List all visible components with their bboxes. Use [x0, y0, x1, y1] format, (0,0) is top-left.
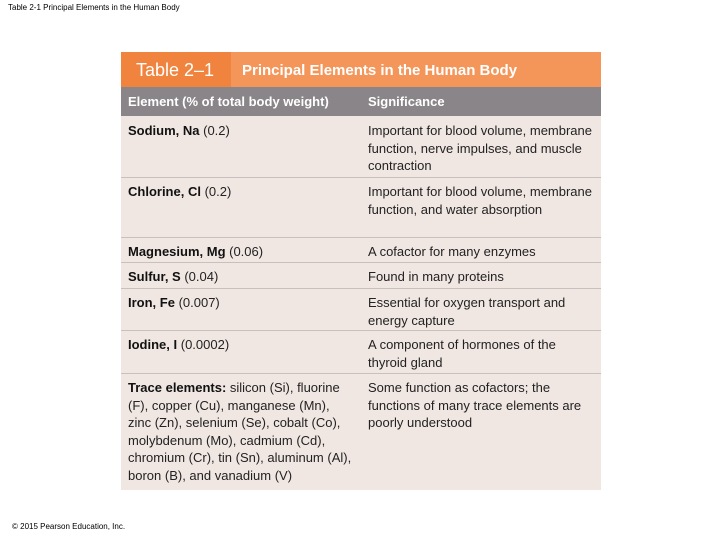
element-detail: (0.2): [200, 184, 232, 199]
table-row: [121, 374, 601, 489]
significance-cell: Found in many proteins: [368, 269, 504, 284]
table-header-bar: [121, 52, 601, 87]
element-name: Trace elements:: [128, 380, 227, 395]
element-cell: [128, 183, 356, 201]
element-name: Magnesium, Mg: [128, 244, 226, 259]
element-name: Sulfur, S: [128, 269, 181, 284]
element-cell: [128, 336, 356, 354]
table-row: [121, 331, 601, 374]
significance-cell: Important for blood volume, membrane function, nerve impulses, and muscle contraction: [368, 123, 592, 173]
significance-cell: A cofactor for many enzymes: [368, 244, 536, 259]
element-detail: (0.2): [199, 123, 230, 138]
element-detail: (0.007): [174, 295, 220, 310]
elements-table: [121, 52, 601, 490]
element-cell: [128, 294, 356, 312]
copyright-footer: © 2015 Pearson Education, Inc.: [12, 522, 126, 531]
slide-title: Table 2-1 Principal Elements in the Human Body: [8, 3, 180, 12]
element-cell: [128, 379, 356, 484]
element-name: Chlorine, Cl: [128, 184, 201, 199]
table-row: [121, 117, 601, 178]
element-name: Iodine, I: [128, 337, 178, 352]
element-name: Sodium, Na: [128, 123, 200, 138]
column-header-element: Element (% of total body weight): [128, 94, 329, 109]
table-title: Principal Elements in the Human Body: [242, 62, 518, 79]
element-cell: [128, 122, 356, 140]
element-detail: silicon (Si), fluorine (F), copper (Cu), manganese (Mn), zinc (Zn), selenium (Se), cobalt (Co), molybdenum (Mo), cadmium (Cd), chromium (Cr), tin (Sn), aluminum (Al), boron (B), and vanadium (V): [128, 380, 352, 483]
table-row: [121, 178, 601, 238]
significance-cell: Essential for oxygen transport and energy capture: [368, 295, 566, 328]
element-name: Iron, Fe: [128, 295, 175, 310]
element-detail: (0.06): [225, 244, 264, 259]
significance-cell: Important for blood volume, membrane function, and water absorption: [368, 184, 592, 217]
element-cell: [128, 268, 356, 286]
column-header-significance: Significance: [368, 94, 445, 109]
significance-cell: A component of hormones of the thyroid gland: [368, 337, 556, 370]
table-row: [121, 238, 601, 263]
element-detail: (0.0002): [177, 337, 230, 352]
table-row: [121, 263, 601, 289]
significance-cell: Some function as cofactors; the functions of many trace elements are poorly understood: [368, 380, 582, 430]
column-headers: [121, 87, 601, 116]
table-number: Table 2–1: [121, 52, 231, 87]
table-row: [121, 289, 601, 331]
element-cell: [128, 243, 356, 261]
element-detail: (0.04): [180, 269, 219, 284]
